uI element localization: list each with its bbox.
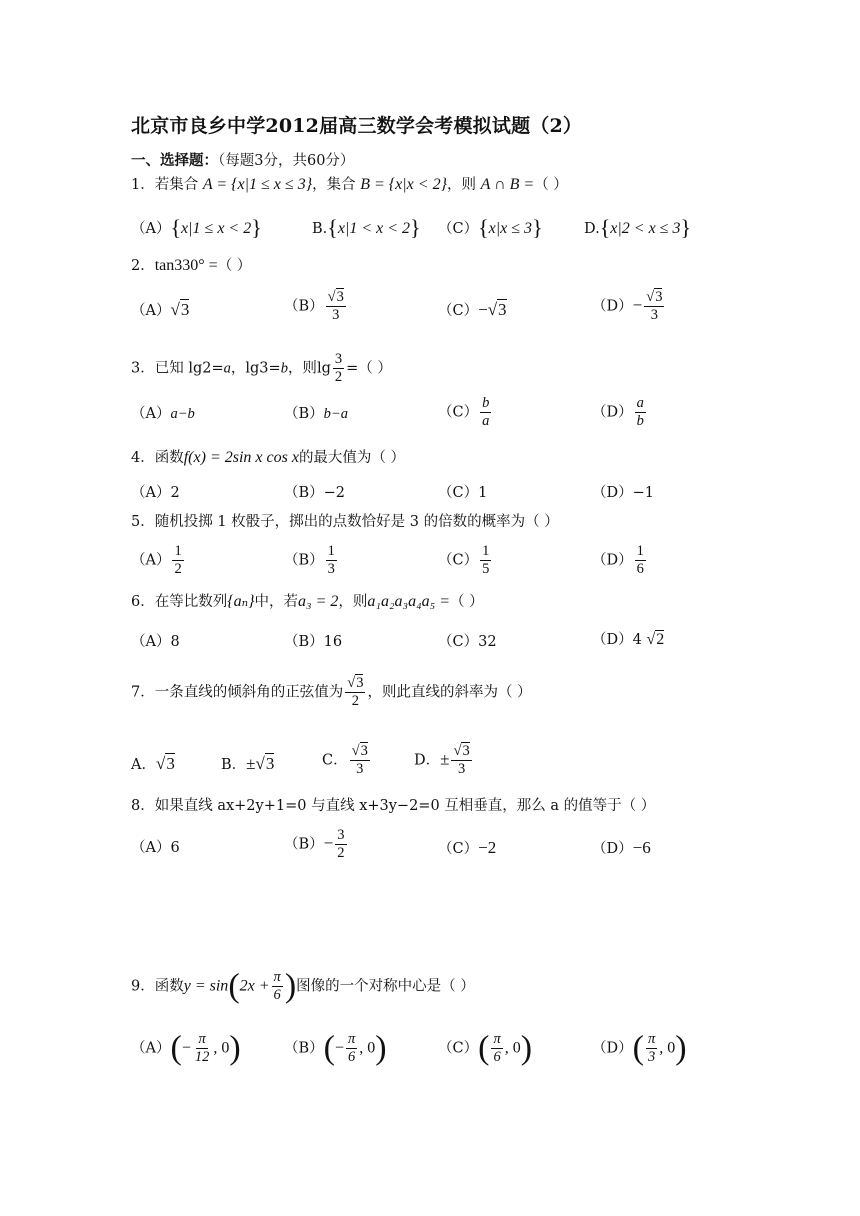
q9-option-a-sign: − <box>181 1039 191 1057</box>
page-title: 北京市良乡中学2012届高三数学会考模拟试题（2） <box>131 115 583 137</box>
q6-option-b <box>284 632 342 652</box>
question-4 <box>131 448 405 468</box>
q1-expr: A ∩ B = <box>480 176 535 193</box>
q5-option-c-num: 1 <box>480 544 491 561</box>
q4-option-c-label: （C） <box>438 485 479 501</box>
q6-option-c <box>438 632 497 652</box>
q3-text-c: ，则 <box>287 360 317 377</box>
q2-option-d-label: （D） <box>592 298 633 315</box>
q9-den: 6 <box>273 987 281 1004</box>
question-8 <box>131 796 655 816</box>
q9-text-b: 图像的一个对称中心是（ ） <box>296 978 475 995</box>
q3-option-c <box>438 396 493 429</box>
q9-option-c-label: （C） <box>438 1040 479 1057</box>
q4-option-a-label: （A） <box>131 485 171 501</box>
q2-option-c-value: 3 <box>498 300 507 319</box>
q6-option-b-value: 16 <box>323 634 343 650</box>
q7-option-d-sign: ± <box>440 749 450 769</box>
question-6 <box>131 592 484 612</box>
q9-option-b-num: π <box>346 1032 357 1049</box>
q6-cond: a₃ = 2 <box>298 593 339 610</box>
q6-text-c: ，则 <box>338 594 368 610</box>
q2-option-b-label: （B） <box>284 298 324 315</box>
q1-option-b-value: x|1 < x < 2 <box>337 220 411 237</box>
q1-text-b: ，集合 <box>312 177 356 193</box>
q5-option-c <box>438 544 493 577</box>
q3-option-d-den: b <box>636 413 644 430</box>
q6-option-d: （D）4 √2 <box>592 631 665 648</box>
q2-option-a-value: 3 <box>180 300 190 319</box>
q8-option-c <box>438 838 496 859</box>
q3-den: 2 <box>334 369 343 386</box>
q9-option-b-sign: − <box>334 1039 345 1057</box>
q3-lg: lg <box>316 360 331 377</box>
q6-option-a-label: （A） <box>131 634 171 650</box>
q8-option-c-label: （C） <box>438 841 479 857</box>
q8-option-d <box>592 838 651 859</box>
q5-option-b-label: （B） <box>284 552 324 569</box>
q9-num: π <box>272 970 283 987</box>
q9-option-a: （A）(− $\frac{\pi}{12}$ , 0) <box>131 1029 241 1067</box>
q8-option-b-den: 2 <box>337 845 345 862</box>
q8-option-a-label: （A） <box>131 840 171 856</box>
q3-var-b: b <box>280 360 288 377</box>
q2-option-c: （C）−√3 <box>438 300 507 319</box>
q3-option-d <box>592 396 648 429</box>
q2-blank: （ ） <box>217 258 252 274</box>
section-heading <box>131 151 354 171</box>
q7-num: 3 <box>356 675 364 691</box>
q7-option-d: D．± $\frac{√3}{3}$ <box>414 743 470 778</box>
q2-option-d-sign: − <box>632 295 643 315</box>
q7-option-c-den: 3 <box>356 761 364 778</box>
q4-expr: f(x) = 2sin x cos x <box>183 449 299 466</box>
q9-option-c-tail: , 0 <box>504 1039 521 1057</box>
q4-option-c <box>438 483 487 503</box>
q7-option-d-num: 3 <box>462 743 470 759</box>
q7-option-d-label: D． <box>414 752 441 769</box>
q3-var-a: a <box>223 360 231 377</box>
q9-option-a-den: 12 <box>194 1049 210 1066</box>
q4-option-a-value: 2 <box>170 485 180 501</box>
q9-option-c: （C）( $\frac{\pi}{6}$ , 0) <box>438 1029 533 1067</box>
q5-option-b <box>284 544 339 577</box>
q8-text: 8．如果直线 ax+2y+1=0 与直线 x+3y−2=0 互相垂直，那么 a 的值等于（ ） <box>131 798 656 814</box>
q1-option-a: （A）{x|1 ≤ x < 2} <box>131 215 262 240</box>
q7-option-c-label: C． <box>322 752 348 769</box>
q5-option-a-label: （A） <box>131 552 171 569</box>
q1-option-a-label: （A） <box>131 221 171 237</box>
q8-option-b-label: （B） <box>284 836 324 853</box>
q3-option-c-den: a <box>482 413 490 430</box>
question-1 <box>131 175 568 195</box>
q5-option-c-label: （C） <box>438 552 479 569</box>
q7-den: 2 <box>351 693 359 710</box>
q5-option-d-den: 6 <box>636 561 644 578</box>
q3-option-c-label: （C） <box>438 404 479 421</box>
q4-option-b-value: −2 <box>323 485 346 501</box>
q8-option-d-label: （D） <box>592 841 633 857</box>
q7-text-a: 7．一条直线的倾斜角的正弦值为 <box>131 684 344 701</box>
q1-option-b: B.{x|1 < x < 2} <box>312 215 421 240</box>
q3-option-c-num: b <box>480 396 491 413</box>
q8-option-b <box>284 828 349 861</box>
q2-option-d: （D）− $\frac{√3}{3}$ <box>592 289 663 324</box>
q5-option-b-den: 3 <box>327 561 335 578</box>
q9-option-d-den: 3 <box>647 1049 656 1066</box>
q2-option-d-den: 3 <box>650 307 658 324</box>
q2-option-b-num: 3 <box>336 289 344 305</box>
q1-set-b: B = {x|x < 2} <box>360 176 447 193</box>
q7-option-b-value: 3 <box>265 754 275 773</box>
q3-option-b <box>284 404 348 424</box>
q2-option-b-den: 3 <box>332 307 340 324</box>
q1-option-a-value: x|1 ≤ x < 2 <box>181 220 252 237</box>
q4-text-a: 4．函数 <box>131 450 184 466</box>
q9-option-b: （B）(− $\frac{\pi}{6}$ , 0) <box>284 1029 387 1067</box>
q2-option-c-sign: − <box>478 300 488 319</box>
q3-option-a <box>131 404 195 424</box>
q5-text: 5．随机投掷 1 枚骰子，掷出的点数恰好是 3 的倍数的概率为（ ） <box>131 514 559 530</box>
q8-option-b-sign: − <box>323 833 334 853</box>
q7-option-c-num: 3 <box>360 743 368 759</box>
q7-option-a-label: A． <box>131 757 156 773</box>
q1-text-a: 1．若集合 <box>131 177 199 193</box>
q8-option-b-num: 3 <box>335 828 346 845</box>
q1-set-a: A = {x|1 ≤ x ≤ 3} <box>202 176 313 193</box>
q4-text-b: 的最大值为（ ） <box>298 450 406 466</box>
q2-text: 2． <box>131 258 155 274</box>
q7-option-d-den: 3 <box>457 761 466 778</box>
q8-option-c-value: −2 <box>478 838 497 857</box>
q3-text-d: =（ ） <box>346 360 392 377</box>
q2-option-c-label: （C） <box>438 303 479 319</box>
q9-expr-b: 2x + <box>239 977 270 995</box>
q8-option-a <box>131 838 180 858</box>
q9-option-a-label: （A） <box>131 1040 171 1057</box>
q4-option-c-value: 1 <box>478 485 488 501</box>
question-3 <box>131 352 392 385</box>
q7-option-b: B．±√3 <box>221 754 275 773</box>
q4-option-b <box>284 483 345 503</box>
q9-expr-a: y = sin <box>183 977 229 995</box>
q7-option-c: C． $\frac{√3}{3}$ <box>322 743 368 778</box>
question-9: 9．函数y = sin(2x + $\frac{\pi}{6}$ )图像的一个对称中心是（ ） <box>131 967 475 1005</box>
q3-option-d-num: a <box>635 396 646 413</box>
q1-option-d-label: D. <box>584 221 600 237</box>
q3-text-b: ，lg3= <box>230 360 281 377</box>
q6-option-a <box>131 632 180 652</box>
q6-blank: （ ） <box>449 594 484 610</box>
q6-text-a: 6．在等比数列 <box>131 594 228 610</box>
q9-option-b-tail: , 0 <box>359 1039 376 1057</box>
q6-option-d-label: （D） <box>592 632 633 648</box>
q9-option-d-label: （D） <box>592 1040 633 1057</box>
q3-option-b-value: b−a <box>323 406 348 422</box>
q6-seq: {aₙ} <box>227 593 255 610</box>
q2-option-a: （A）√3 <box>131 300 190 319</box>
q4-option-d-label: （D） <box>592 485 633 501</box>
q3-option-b-label: （B） <box>284 406 324 422</box>
q5-option-b-num: 1 <box>326 544 337 561</box>
q6-expr: a₁a₂a₃a₄a₅ = <box>367 593 450 610</box>
section-label: 一、选择题： <box>131 152 218 169</box>
q3-option-d-label: （D） <box>592 404 633 421</box>
q5-option-a <box>131 544 186 577</box>
q7-option-a-value: 3 <box>166 754 175 773</box>
q2-option-b: （B） $\frac{√3}{3}$ <box>284 289 344 324</box>
q9-option-d: （D）( $\frac{\pi}{3}$ , 0) <box>592 1029 687 1067</box>
q5-option-a-num: 1 <box>172 544 183 561</box>
q4-option-b-label: （B） <box>284 485 324 501</box>
q1-option-c-label: （C） <box>438 221 479 237</box>
q3-option-a-value: a−b <box>170 406 195 422</box>
q6-text-b: 中，若 <box>254 594 299 610</box>
q2-option-a-label: （A） <box>131 303 171 319</box>
q3-option-a-label: （A） <box>131 406 171 422</box>
q2-option-d-num: 3 <box>655 289 663 305</box>
q1-text-c: ，则 <box>446 177 476 193</box>
q4-option-d <box>592 483 654 503</box>
q4-option-d-value: −1 <box>632 485 655 501</box>
q9-text-a: 9．函数 <box>131 978 184 995</box>
question-2 <box>131 256 251 276</box>
question-5 <box>131 512 559 532</box>
q1-option-c: （C）{x|x ≤ 3} <box>438 215 543 240</box>
q9-option-d-tail: , 0 <box>659 1039 676 1057</box>
q5-option-a-den: 2 <box>174 561 182 578</box>
q6-option-a-value: 8 <box>170 634 180 650</box>
q5-option-c-den: 5 <box>482 561 490 578</box>
question-7: 7．一条直线的倾斜角的正弦值为 $\frac{√3}{2}$ ，则此直线的斜率为（ ） <box>131 675 532 710</box>
q6-option-c-label: （C） <box>438 634 479 650</box>
q1-option-b-label: B. <box>312 221 328 237</box>
q7-text-b: ，则此直线的斜率为（ ） <box>367 684 532 701</box>
q9-option-b-den: 6 <box>348 1049 356 1066</box>
q6-option-c-value: 32 <box>478 634 497 650</box>
q1-option-d-value: x|2 < x ≤ 3 <box>610 220 681 237</box>
q8-option-d-value: −6 <box>632 838 651 857</box>
q7-option-a: A．√3 <box>131 754 175 773</box>
q6-option-d-value: 4 <box>632 632 642 648</box>
q3-num: 3 <box>333 352 344 369</box>
q9-option-d-num: π <box>646 1032 657 1049</box>
q3-text-a: 3．已知 lg2= <box>131 360 224 377</box>
q9-option-a-num: π <box>196 1032 207 1049</box>
q9-option-b-label: （B） <box>284 1040 324 1057</box>
q9-option-c-den: 6 <box>493 1049 501 1066</box>
q1-blank: （ ） <box>534 177 568 193</box>
q5-option-d <box>592 544 648 577</box>
q7-option-b-sign: ± <box>246 754 256 773</box>
q9-option-c-num: π <box>491 1032 502 1049</box>
q1-option-d: D.{x|2 < x ≤ 3} <box>584 215 692 240</box>
q8-option-a-value: 6 <box>170 840 180 856</box>
q2-expr: tan330° = <box>154 257 218 274</box>
q5-option-d-num: 1 <box>635 544 646 561</box>
q1-option-c-value: x|x ≤ 3 <box>488 220 533 237</box>
q7-option-b-label: B． <box>221 757 247 773</box>
section-note: （每题3分，共60分） <box>218 153 355 169</box>
q6-option-b-label: （B） <box>284 634 324 650</box>
q4-option-a <box>131 483 180 503</box>
q5-option-d-label: （D） <box>592 552 633 569</box>
q9-option-a-tail: , 0 <box>213 1039 230 1057</box>
